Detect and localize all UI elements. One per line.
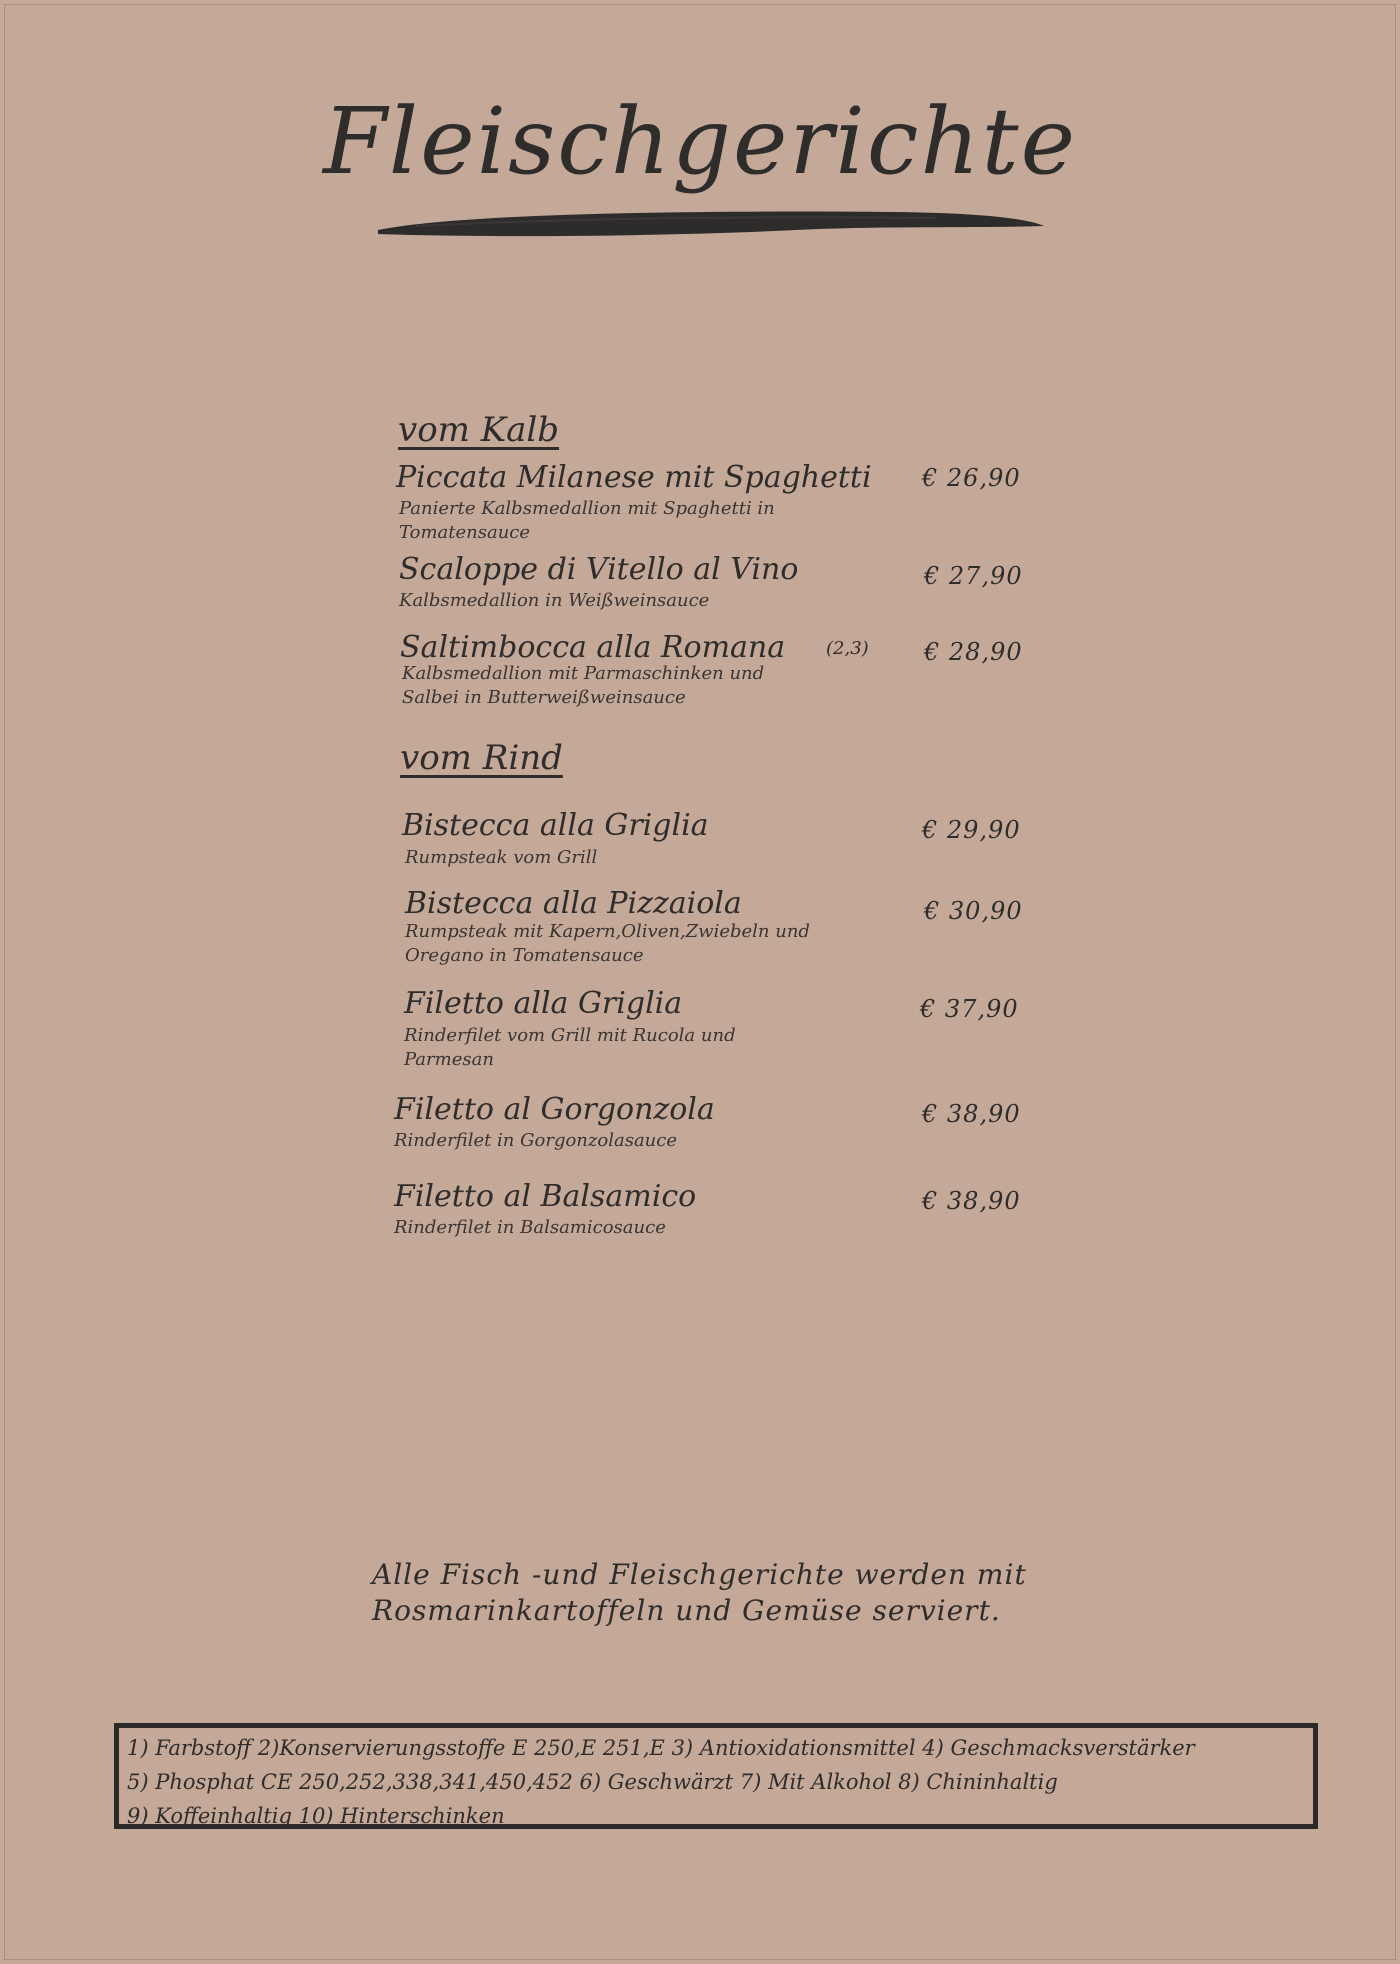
dish-price: € 30,90 (924, 897, 1023, 925)
dish-price: € 38,90 (922, 1187, 1021, 1215)
dish-description: Rumpsteak mit Kapern,Oliven,Zwiebeln und Oregano in Tomatensauce (405, 921, 810, 966)
legend-line: 9) Koffeinhaltig 10) Hinterschinken (127, 1804, 505, 1828)
allergen-legend-box (114, 1723, 1318, 1829)
dish-name: Filetto al Gorgonzola (394, 1092, 715, 1127)
page-border (4, 4, 1396, 1960)
dish-description: Rinderfilet vom Grill mit Rucola und Parmesan (404, 1025, 736, 1070)
legend-line: 5) Phosphat CE 250,252,338,341,450,452 6) Geschwärzt 7) Mit Alkohol 8) Chininhaltig (127, 1770, 1058, 1794)
section-heading-rind: vom Rind (400, 738, 563, 778)
dish-price: € 29,90 (922, 816, 1021, 844)
brush-stroke-divider (376, 206, 1046, 240)
dish-price: € 37,90 (920, 995, 1019, 1023)
section-heading-kalb: vom Kalb (398, 410, 560, 450)
dish-price: € 26,90 (922, 464, 1021, 492)
dish-description: Rinderfilet in Balsamicosauce (394, 1217, 666, 1238)
dish-price: € 28,90 (924, 638, 1023, 666)
dish-price: € 27,90 (924, 562, 1023, 590)
dish-allergen-ref: (2,3) (826, 638, 869, 659)
dish-name: Saltimbocca alla Romana (400, 630, 786, 665)
dish-name: Bistecca alla Pizzaiola (405, 886, 742, 921)
dish-name: Piccata Milanese mit Spaghetti (396, 460, 872, 495)
dish-name: Bistecca alla Griglia (402, 808, 709, 843)
dish-description: Rumpsteak vom Grill (405, 847, 598, 868)
dish-name: Filetto al Balsamico (394, 1179, 697, 1214)
side-dish-note: Alle Fisch -und Fleischgerichte werden mit Rosmarinkartoffeln und Gemüse serviert. (372, 1558, 1027, 1627)
dish-price: € 38,90 (922, 1100, 1021, 1128)
legend-line: 1) Farbstoff 2)Konservierungsstoffe E 250,E 251,E 3) Antioxidationsmittel 4) Geschmacksverstärker (127, 1736, 1195, 1760)
page-title: Fleischgerichte (322, 88, 1078, 195)
dish-name: Filetto alla Griglia (404, 986, 683, 1021)
dish-description: Kalbsmedallion in Weißweinsauce (399, 590, 710, 611)
dish-name: Scaloppe di Vitello al Vino (399, 552, 799, 587)
dish-description: Rinderfilet in Gorgonzolasauce (394, 1130, 677, 1151)
dish-description: Kalbsmedallion mit Parmaschinken und Salbei in Butterweißweinsauce (402, 663, 765, 708)
dish-description: Panierte Kalbsmedallion mit Spaghetti in Tomatensauce (399, 498, 775, 543)
